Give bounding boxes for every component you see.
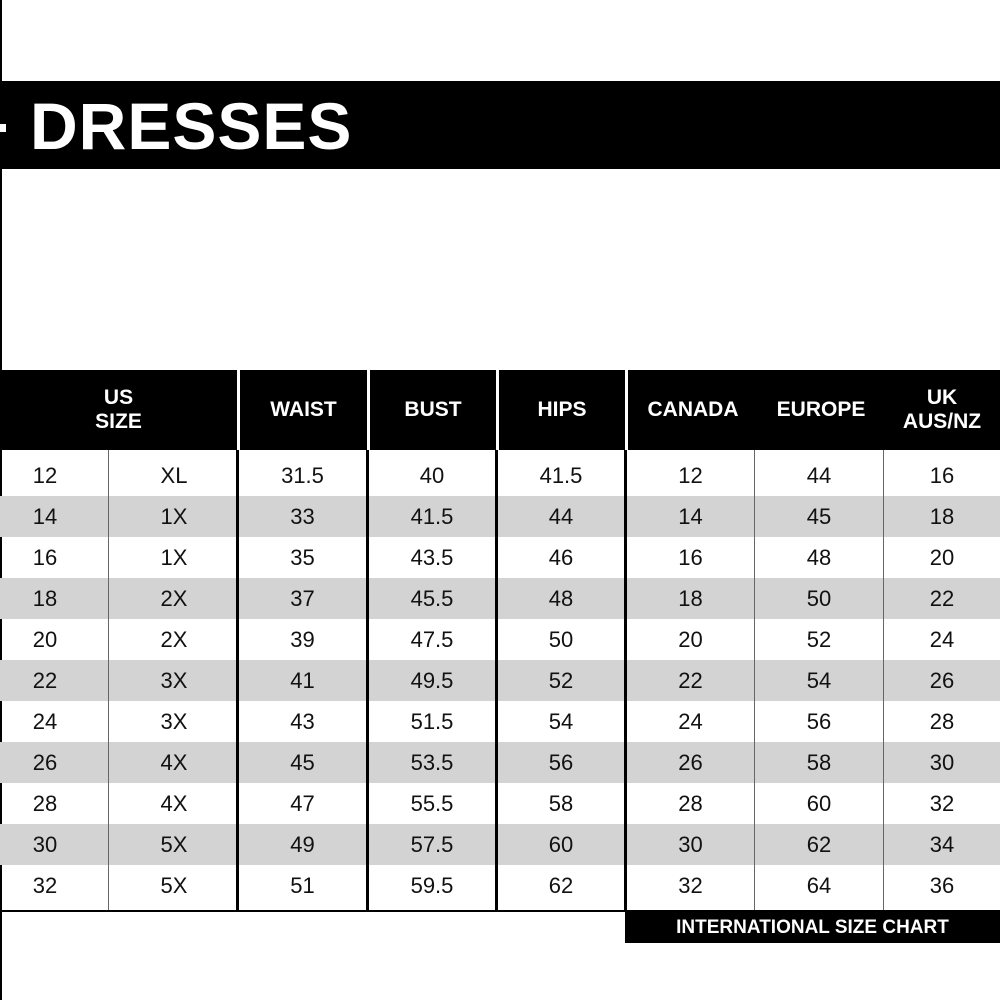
cell-us-letter: 4X	[160, 791, 188, 816]
header-canada: CANADA	[647, 398, 739, 421]
cell-hips: 46	[548, 545, 574, 570]
table-row	[0, 824, 1000, 865]
cell-canada: 22	[678, 668, 703, 693]
header-us-size-line1: US	[103, 386, 134, 409]
cell-canada: 14	[678, 504, 703, 529]
cell-us-letter: 3X	[160, 668, 188, 693]
cell-europe: 50	[806, 586, 832, 611]
column-divider	[108, 450, 109, 910]
cell-canada: 18	[678, 586, 703, 611]
cell-europe: 45	[806, 504, 832, 529]
header-bust: BUST	[404, 398, 462, 421]
cell-us-size: 16	[32, 545, 58, 570]
cell-europe: 60	[806, 791, 832, 816]
table-header-row	[0, 370, 1000, 450]
cell-canada: 26	[678, 750, 703, 775]
cell-uk: 26	[929, 668, 955, 693]
cell-europe: 58	[806, 750, 832, 775]
header-separator	[625, 370, 628, 450]
cell-waist: 35	[290, 545, 315, 570]
cell-hips: 52	[548, 668, 574, 693]
cell-waist: 45	[290, 750, 315, 775]
cell-us-size: 18	[32, 586, 58, 611]
header-uk-line1: UK	[926, 386, 958, 409]
cell-hips: 62	[548, 873, 574, 898]
cell-canada: 16	[678, 545, 703, 570]
cell-waist: 39	[290, 627, 315, 652]
cell-uk: 28	[929, 709, 955, 734]
cell-hips: 44	[548, 504, 574, 529]
cell-hips: 48	[548, 586, 574, 611]
cell-bust: 43.5	[410, 545, 454, 570]
cell-bust: 57.5	[410, 832, 454, 857]
cell-hips: 56	[548, 750, 574, 775]
cell-waist: 37	[290, 586, 315, 611]
cell-us-letter: 2X	[160, 586, 188, 611]
cell-us-size: 24	[32, 709, 58, 734]
footer-label: INTERNATIONAL SIZE CHART	[625, 912, 1000, 943]
cell-uk: 32	[929, 791, 955, 816]
cell-waist: 51	[290, 873, 315, 898]
cell-europe: 56	[806, 709, 832, 734]
cell-hips: 50	[548, 627, 574, 652]
cell-waist: 33	[290, 504, 315, 529]
cell-us-letter: 2X	[160, 627, 188, 652]
cell-canada: 30	[678, 832, 703, 857]
table-row	[0, 783, 1000, 824]
cell-us-size: 28	[32, 791, 58, 816]
cell-us-letter: 1X	[160, 545, 188, 570]
cell-waist: 47	[290, 791, 315, 816]
cell-hips: 60	[548, 832, 574, 857]
header-hips: HIPS	[537, 398, 587, 421]
column-divider	[366, 450, 369, 910]
header-us-size-line2: SIZE	[95, 410, 142, 433]
column-divider	[754, 450, 755, 910]
table-row	[0, 537, 1000, 578]
cell-canada: 12	[678, 463, 703, 488]
column-divider	[236, 450, 239, 910]
header-uk-aus-nz	[884, 370, 1000, 450]
cell-waist: 49	[290, 832, 315, 857]
column-divider	[624, 450, 627, 910]
column-divider	[495, 450, 498, 910]
cell-bust: 47.5	[410, 627, 454, 652]
table-row	[0, 660, 1000, 701]
cell-us-letter: 1X	[160, 504, 188, 529]
column-divider	[883, 450, 884, 910]
cell-waist: 43	[290, 709, 315, 734]
table-row	[0, 578, 1000, 619]
cell-europe: 54	[806, 668, 832, 693]
cell-uk: 22	[929, 586, 955, 611]
title-bar-mark	[0, 124, 6, 132]
cell-canada: 20	[678, 627, 703, 652]
cell-bust: 55.5	[410, 791, 454, 816]
cell-canada: 32	[678, 873, 703, 898]
cell-us-letter: 3X	[160, 709, 188, 734]
cell-us-letter: 5X	[160, 873, 188, 898]
cell-us-size: 12	[32, 463, 58, 488]
cell-europe: 52	[806, 627, 832, 652]
cell-canada: 28	[678, 791, 703, 816]
cell-hips: 58	[548, 791, 574, 816]
cell-uk: 20	[929, 545, 955, 570]
cell-europe: 48	[806, 545, 832, 570]
cell-us-size: 32	[32, 873, 58, 898]
header-uk-line2: AUS/NZ	[902, 410, 982, 433]
cell-us-letter: XL	[160, 463, 188, 488]
cell-us-letter: 5X	[160, 832, 188, 857]
table-row	[0, 496, 1000, 537]
cell-us-size: 14	[32, 504, 58, 529]
table-row	[0, 865, 1000, 906]
cell-bust: 51.5	[410, 709, 454, 734]
cell-uk: 24	[929, 627, 955, 652]
cell-bust: 49.5	[410, 668, 454, 693]
cell-europe: 44	[806, 463, 832, 488]
cell-us-size: 26	[32, 750, 58, 775]
cell-uk: 34	[929, 832, 955, 857]
cell-europe: 64	[806, 873, 832, 898]
header-europe: EUROPE	[776, 398, 866, 421]
cell-bust: 53.5	[410, 750, 454, 775]
table-row	[0, 742, 1000, 783]
cell-uk: 30	[929, 750, 955, 775]
cell-hips: 54	[548, 709, 574, 734]
cell-uk: 18	[929, 504, 955, 529]
cell-hips: 41.5	[539, 463, 583, 488]
header-separator	[496, 370, 499, 450]
cell-us-size: 22	[32, 668, 58, 693]
table-row	[0, 619, 1000, 660]
table-row	[0, 701, 1000, 742]
cell-bust: 41.5	[410, 504, 454, 529]
page-title: DRESSES	[30, 89, 353, 163]
cell-canada: 24	[678, 709, 703, 734]
header-separator	[237, 370, 240, 450]
cell-bust: 45.5	[410, 586, 454, 611]
header-waist: WAIST	[270, 398, 337, 421]
cell-us-letter: 4X	[160, 750, 188, 775]
cell-waist: 41	[290, 668, 315, 693]
header-us-size	[0, 370, 237, 450]
cell-bust: 40	[419, 463, 445, 488]
header-separator	[367, 370, 370, 450]
cell-bust: 59.5	[410, 873, 454, 898]
table-row	[0, 455, 1000, 496]
cell-us-size: 30	[32, 832, 58, 857]
cell-uk: 36	[929, 873, 955, 898]
cell-us-size: 20	[32, 627, 58, 652]
cell-europe: 62	[806, 832, 832, 857]
cell-waist: 31.5	[281, 463, 324, 488]
cell-uk: 16	[929, 463, 955, 488]
